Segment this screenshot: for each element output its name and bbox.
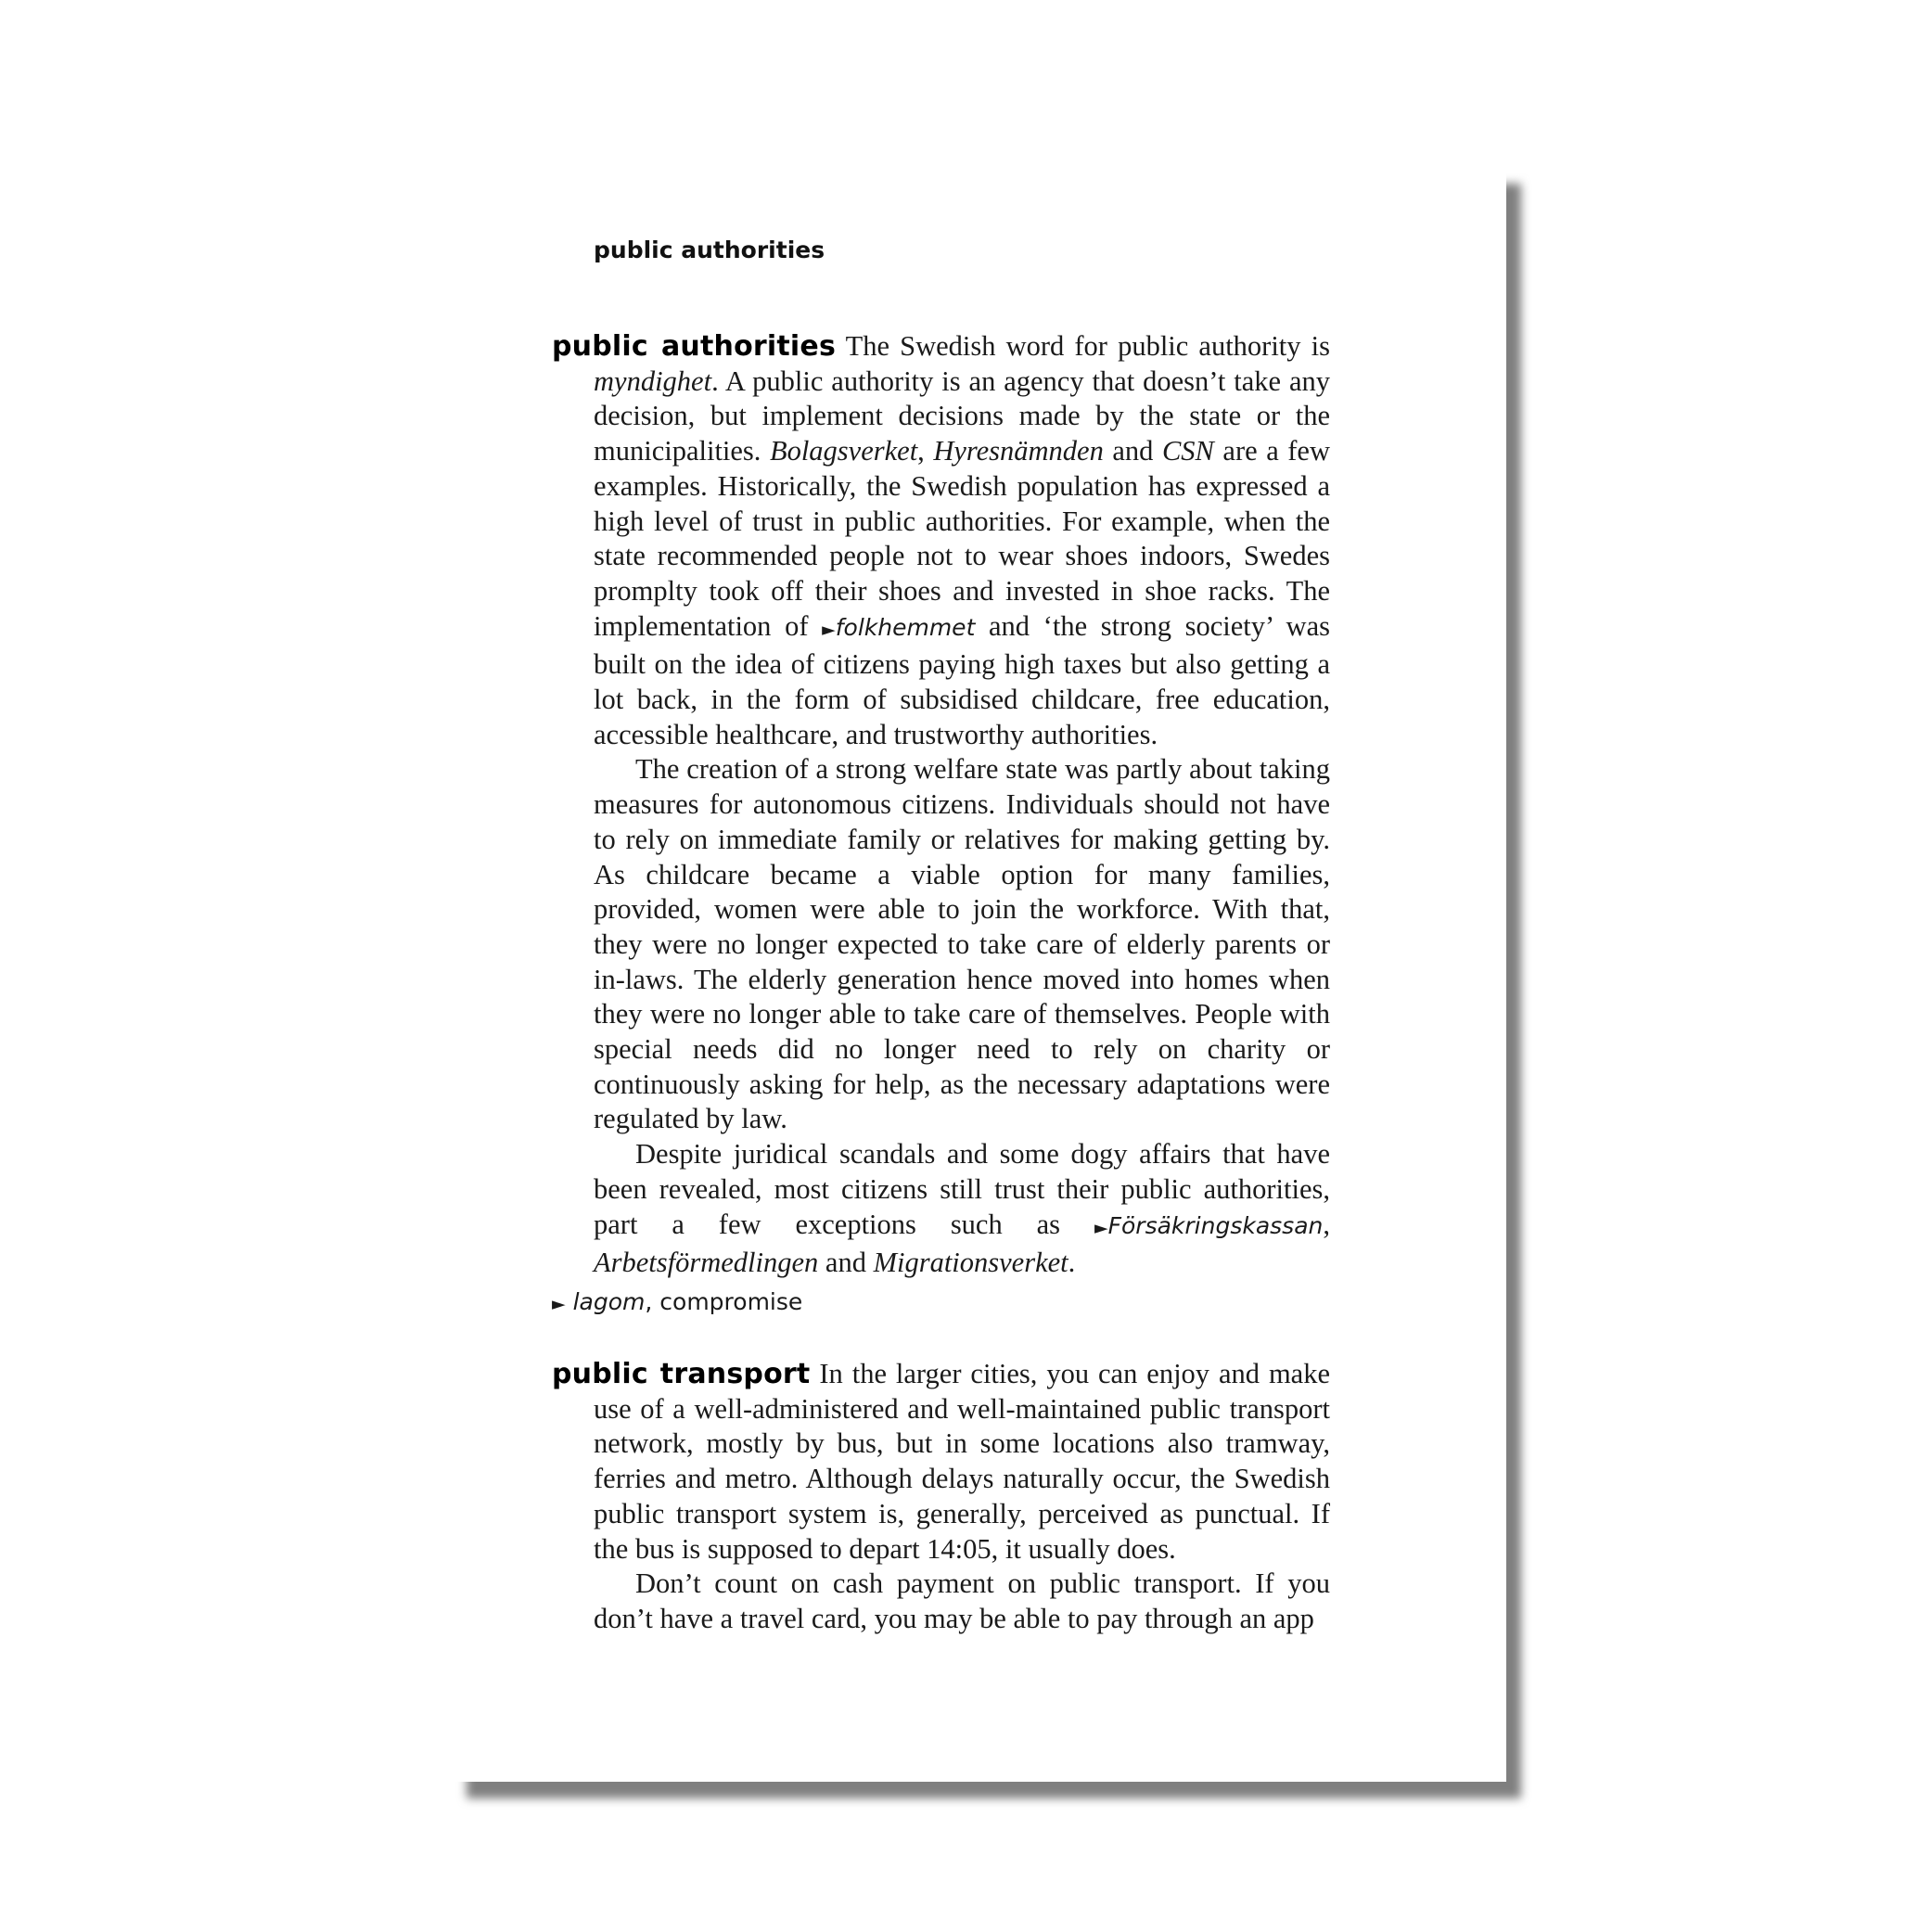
see-also-line: ► lagom, compromise bbox=[552, 1287, 803, 1315]
dictionary-column bbox=[552, 329, 1330, 1637]
entry-paragraph: public authorities The Swedish word for public authority is myndighet. A public authority is an agency that doesn’t take any decision, but implement decisions made by the state or the municipalities. Bolagsverket, Hyresnämnden and CSN are a few examples. Historically, the Swedish population has expressed a high level of trust in public authorities. For example, when the state recommended people not to wear shoes indoors, Swedes promplty took off their shoes and invested in shoe racks. The implementation of ►folkhemmet and ‘the strong society’ was built on the idea of citizens paying high taxes but also getting a lot back, in the form of subsidised childcare, free education, accessible healthcare, and trustworthy authorities. bbox=[552, 330, 1330, 750]
see-also-arrow-icon: ► bbox=[552, 1293, 566, 1314]
cross-reference-link[interactable]: folkhemmet bbox=[835, 613, 976, 641]
see-also-link[interactable]: compromise bbox=[659, 1287, 803, 1315]
entry-separator bbox=[594, 1322, 1330, 1357]
entry-paragraph: Don’t count on cash payment on public transport. If you don’t have a travel card, you may be able to pay through an app bbox=[594, 1567, 1330, 1634]
entry-public-transport bbox=[552, 1357, 1330, 1637]
entry-paragraph: The creation of a strong welfare state was partly about taking measures for autonomous citizens. Individuals should not have to rely on immediate family or relatives for making getting by. As childcare became a viable option for many families, provided, women were able to join the workforce. With that, they were no longer expected to take care of elderly parents or in-laws. The elderly generation hence moved into homes when they were no longer able to take care of themselves. People with special needs did no longer need to rely on charity or continuously asking for help, as the necessary adaptations were regulated by law. bbox=[594, 753, 1330, 1135]
cross-reference-link[interactable]: Försäkringskassan bbox=[1107, 1211, 1324, 1239]
running-head: public authorities bbox=[594, 237, 825, 263]
headword: public authorities bbox=[552, 330, 837, 363]
headword: public transport bbox=[552, 1357, 811, 1390]
cross-reference-arrow-icon: ► bbox=[822, 619, 836, 640]
see-also-link[interactable]: lagom bbox=[572, 1287, 646, 1315]
entry-paragraph: Despite juridical scandals and some dogy affairs that have been revealed, most citizens still trust their public authorities, part a few exceptions such as ►Försäkringskassan, Arbetsförmedlingen and Migrationsverket. bbox=[594, 1138, 1330, 1279]
cross-reference-arrow-icon: ► bbox=[1094, 1217, 1108, 1238]
entry-public-authorities bbox=[552, 329, 1330, 1322]
entry-paragraph: public transport In the larger cities, you can enjoy and make use of a well-administered and well-maintained public transport network, mostly by bus, but in some locations also tramway, ferries and metro. Although delays naturally occur, the Swedish public transport system is, generally, perceived as punctual. If the bus is supposed to depart 14:05, it usually does. bbox=[552, 1357, 1330, 1565]
